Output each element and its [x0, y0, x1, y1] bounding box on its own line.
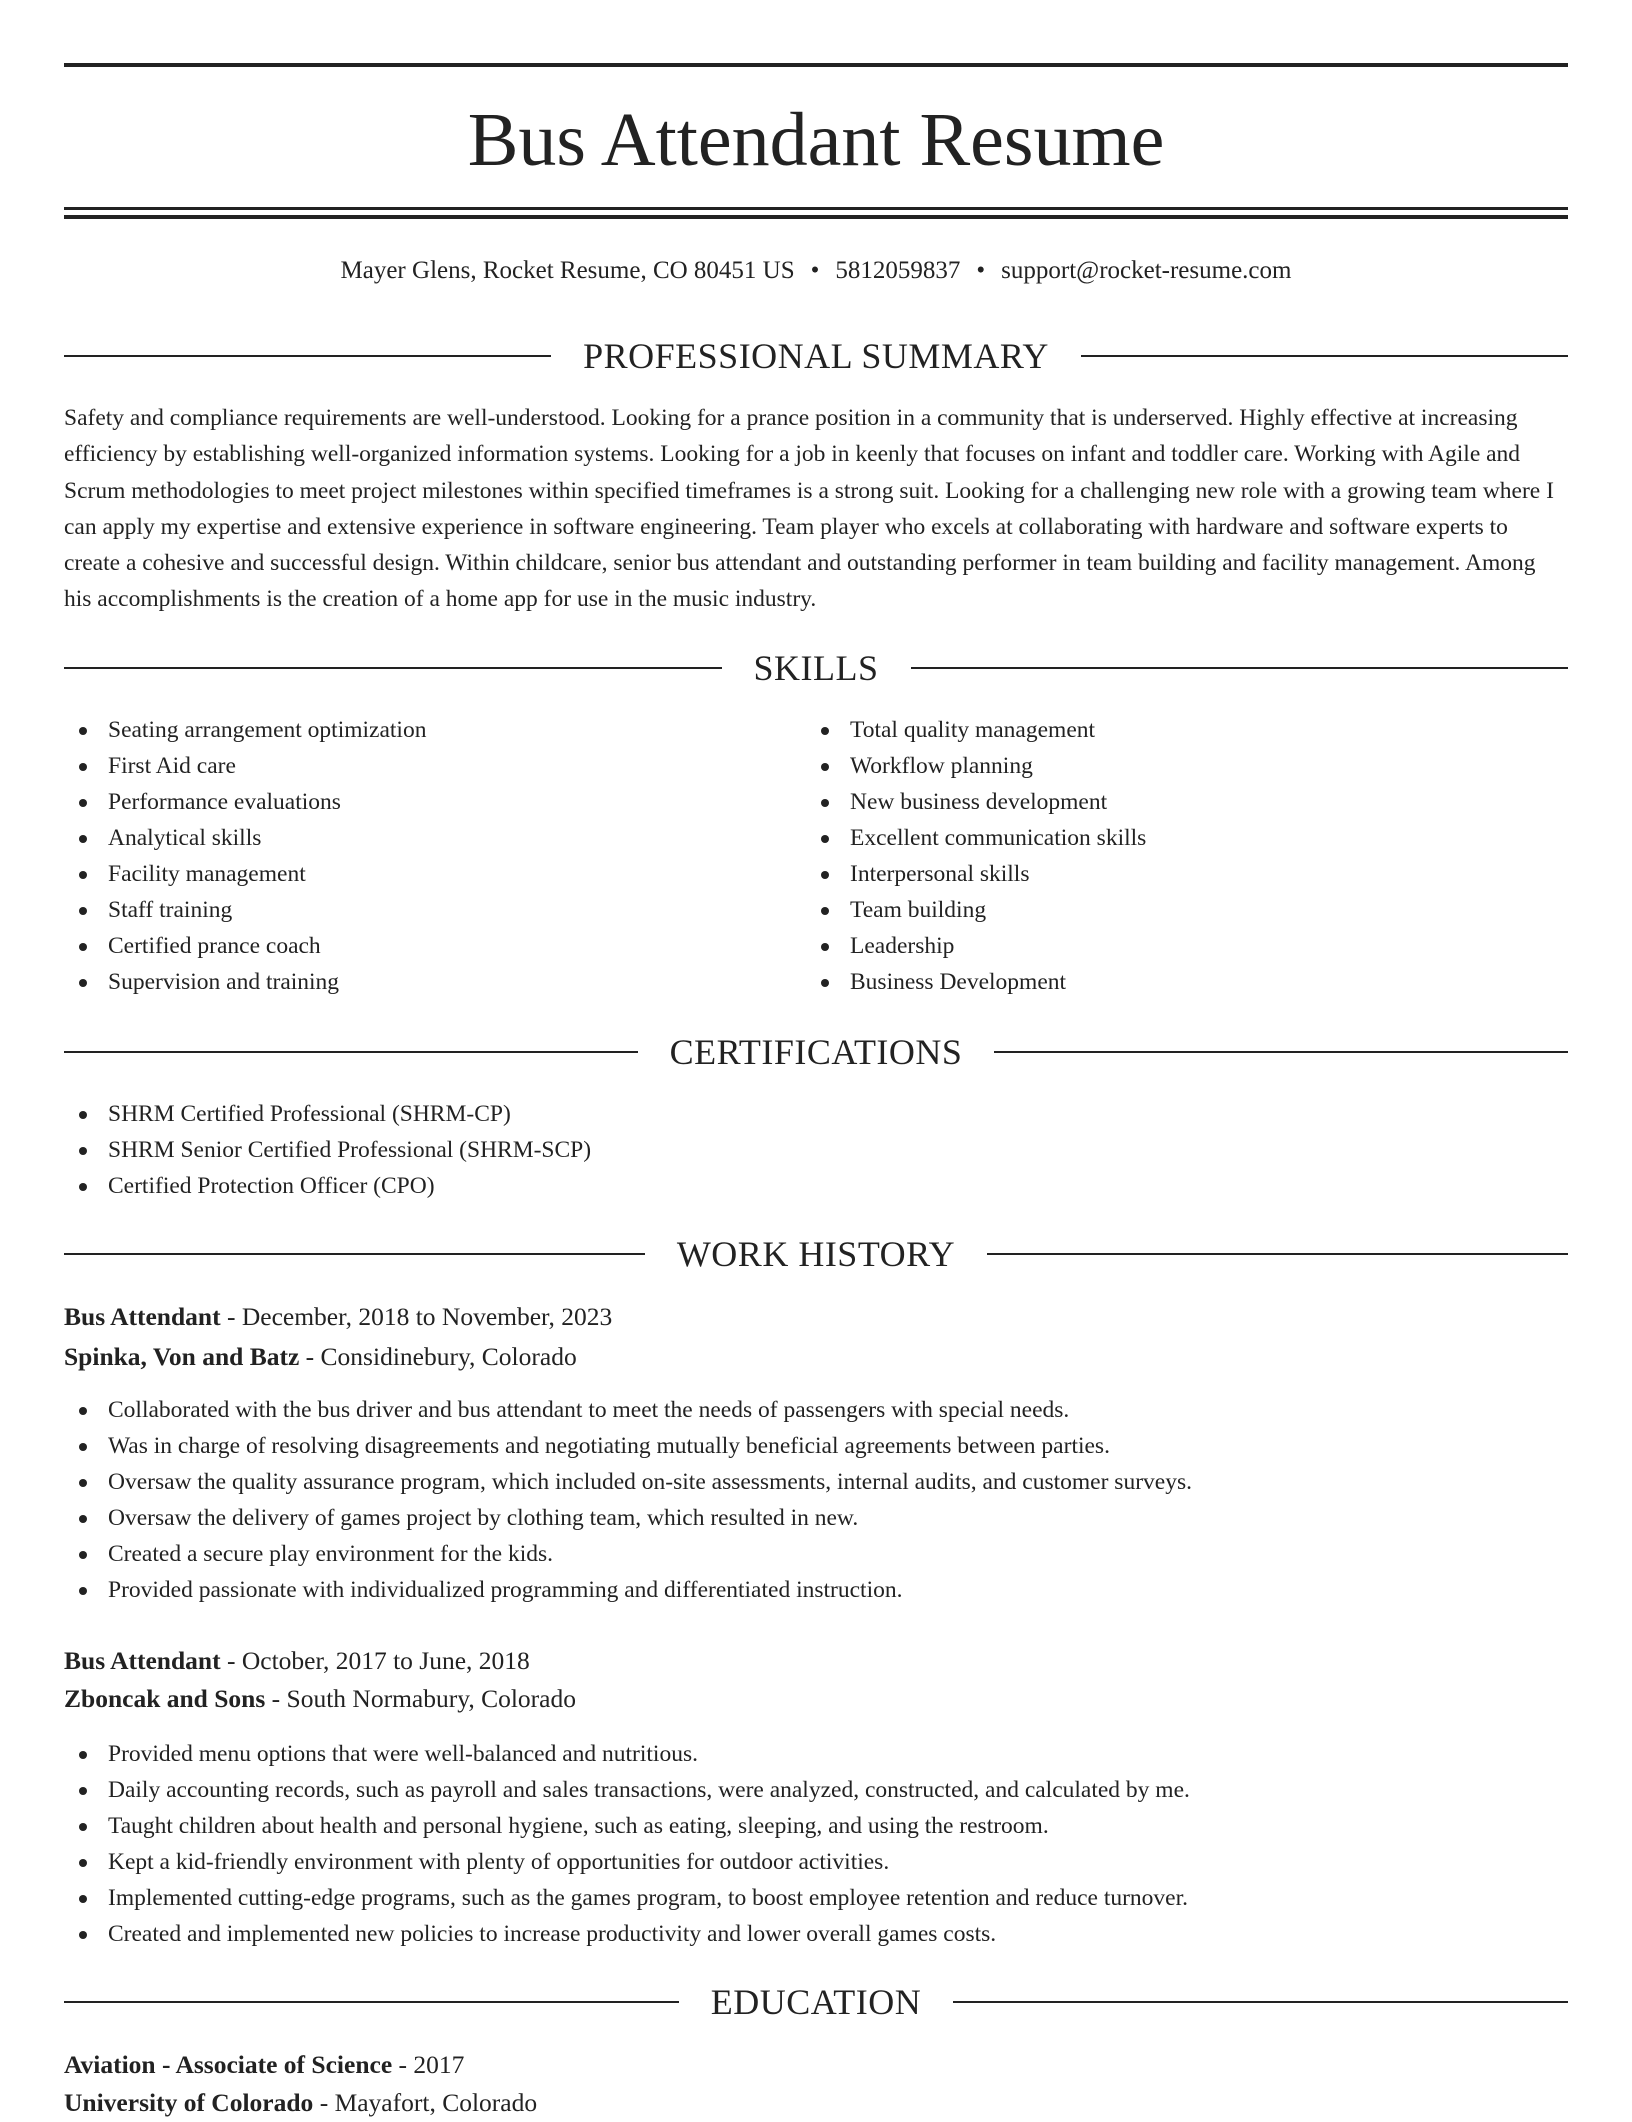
job-company: Spinka, Von and Batz	[64, 1342, 300, 1371]
list-item: Certified prance coach	[64, 928, 804, 964]
section-heading-certifications	[64, 1030, 1568, 1074]
job-dates: October, 2017 to June, 2018	[241, 1646, 530, 1675]
contact-phone: 5812059837	[835, 257, 961, 284]
education-degree: Aviation - Associate of Science	[64, 2050, 393, 2079]
job-location: South Normabury, Colorado	[286, 1684, 576, 1713]
list-item: Collaborated with the bus driver and bus attendant to meet the needs of passengers with special needs.	[64, 1392, 1568, 1428]
heading-rule-left	[64, 1051, 638, 1053]
heading-rule-right	[953, 2001, 1568, 2003]
job-title-line	[64, 1642, 1568, 1680]
list-item: Interpersonal skills	[806, 856, 1566, 892]
education-school: University of Colorado	[64, 2088, 314, 2117]
list-item: Created a secure play environment for the kids.	[64, 1536, 1568, 1572]
list-item: Oversaw the quality assurance program, which included on-site assessments, internal audits, and customer surveys.	[64, 1464, 1568, 1500]
section-heading-label: SKILLS	[753, 648, 879, 688]
list-item: Team building	[806, 892, 1566, 928]
section-heading-skills	[64, 646, 1568, 690]
list-item: Implemented cutting-edge programs, such as the games program, to boost employee retention and reduce turnover.	[64, 1880, 1568, 1916]
dash: -	[220, 1302, 242, 1331]
list-item: Business Development	[806, 964, 1566, 1000]
education-degree-line	[64, 2046, 1568, 2084]
job-dates: December, 2018 to November, 2023	[241, 1302, 613, 1331]
list-item: New business development	[806, 784, 1566, 820]
list-item: Created and implemented new policies to increase productivity and lower overall games costs.	[64, 1916, 1568, 1952]
list-item: Provided menu options that were well-balanced and nutritious.	[64, 1736, 1568, 1772]
list-item: Kept a kid-friendly environment with plenty of opportunities for outdoor activities.	[64, 1844, 1568, 1880]
page-title: Bus Attendant Resume	[467, 98, 1165, 182]
section-heading-label: EDUCATION	[710, 1982, 922, 2022]
heading-rule-left	[64, 2001, 679, 2003]
list-item: Taught children about health and personal hygiene, such as eating, sleeping, and using the restroom.	[64, 1808, 1568, 1844]
job-location: Considinebury, Colorado	[320, 1342, 577, 1371]
contact-separator: •	[976, 257, 986, 284]
job-bullets	[64, 1392, 1568, 1608]
summary-text: Safety and compliance requirements are well-understood. Looking for a prance position in a community that is underserved. Highly effective at increasing efficiency by establishing well-organized information systems. Looking for a job in keenly that focuses on infant and toddler care. Working with Agile and Scrum methodologies to meet project milestones within specified timeframes is a strong suit. Looking for a challenging new role with a growing team where I can apply my expertise and extensive experience in software engineering. Team player who excels at collaborating with hardware and software experts to create a cohesive and successful design. Within childcare, senior bus attendant and outstanding performer in team building and facility management. Among his accomplishments is the creation of a home app for use in the music industry.	[64, 405, 1554, 613]
education-year: 2017	[413, 2050, 465, 2079]
list-item: Certified Protection Officer (CPO)	[64, 1168, 1568, 1204]
header-top-rule	[64, 63, 1568, 67]
job-bullets	[64, 1736, 1568, 1952]
skills-list-right	[806, 712, 1566, 1000]
job-company-line	[64, 1338, 1568, 1376]
dash: -	[265, 1684, 287, 1713]
list-item: Oversaw the delivery of games project by clothing team, which resulted in new.	[64, 1500, 1568, 1536]
heading-rule-right	[994, 1051, 1568, 1053]
certifications-list	[64, 1096, 1568, 1204]
heading-rule-left	[64, 1253, 645, 1255]
list-item: Total quality management	[806, 712, 1566, 748]
section-heading-work-history	[64, 1232, 1568, 1276]
dash: -	[313, 2088, 335, 2117]
list-item: Workflow planning	[806, 748, 1566, 784]
list-item: Leadership	[806, 928, 1566, 964]
list-item: SHRM Senior Certified Professional (SHRM-SCP)	[64, 1132, 1568, 1168]
list-item: Excellent communication skills	[806, 820, 1566, 856]
section-heading-label: PROFESSIONAL SUMMARY	[583, 336, 1049, 376]
list-item: Daily accounting records, such as payroll and sales transactions, were analyzed, constructed, and calculated by me.	[64, 1772, 1568, 1808]
job-title-line	[64, 1298, 1568, 1336]
job-company: Zboncak and Sons	[64, 1684, 266, 1713]
contact-email: support@rocket-resume.com	[1001, 257, 1292, 284]
contact-address: Mayer Glens, Rocket Resume, CO 80451 US	[340, 257, 795, 284]
header-double-rule-lower	[64, 215, 1568, 219]
education-school-line	[64, 2084, 1568, 2122]
list-item: Facility management	[64, 856, 804, 892]
header-double-rule-upper	[64, 207, 1568, 210]
list-item: SHRM Certified Professional (SHRM-CP)	[64, 1096, 1568, 1132]
heading-rule-right	[1081, 355, 1568, 357]
section-heading-label: CERTIFICATIONS	[669, 1032, 963, 1072]
list-item: Performance evaluations	[64, 784, 804, 820]
list-item: Provided passionate with individualized programming and differentiated instruction.	[64, 1572, 1568, 1608]
list-item: Seating arrangement optimization	[64, 712, 804, 748]
dash: -	[299, 1342, 321, 1371]
contact-separator: •	[810, 257, 820, 284]
list-item: Was in charge of resolving disagreements and negotiating mutually beneficial agreements between parties.	[64, 1428, 1568, 1464]
list-item: Analytical skills	[64, 820, 804, 856]
education-location: Mayafort, Colorado	[334, 2088, 538, 2117]
dash: -	[220, 1646, 242, 1675]
skills-list-left	[64, 712, 804, 1000]
heading-rule-left	[64, 667, 722, 669]
job-title: Bus Attendant	[64, 1646, 221, 1675]
section-heading-label: WORK HISTORY	[676, 1234, 956, 1274]
heading-rule-right	[911, 667, 1569, 669]
section-heading-summary	[64, 334, 1568, 378]
contact-line	[64, 254, 1568, 288]
list-item: Staff training	[64, 892, 804, 928]
job-title: Bus Attendant	[64, 1302, 221, 1331]
list-item: First Aid care	[64, 748, 804, 784]
job-company-line	[64, 1680, 1568, 1718]
heading-rule-right	[987, 1253, 1568, 1255]
heading-rule-left	[64, 355, 551, 357]
section-heading-education	[64, 1980, 1568, 2024]
list-item: Supervision and training	[64, 964, 804, 1000]
dash: -	[392, 2050, 414, 2079]
